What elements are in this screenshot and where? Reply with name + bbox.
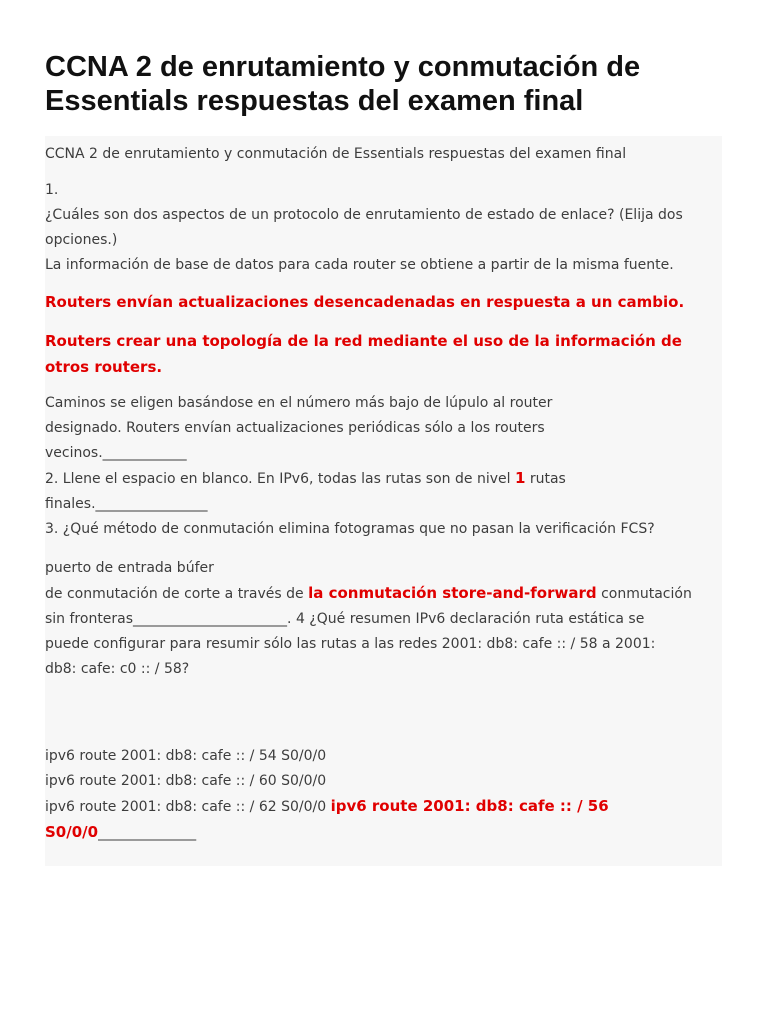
question-4-option-with-answer — [45, 794, 722, 820]
question-3-text: 3. ¿Qué método de conmutación elimina fotogramas que no pasan la verificación FCS? — [45, 521, 655, 537]
page-title: CCNA 2 de enrutamiento y conmutación de Essentials respuestas del examen final — [45, 51, 641, 117]
question-3-block — [45, 556, 722, 682]
document-content — [45, 136, 722, 866]
question-3-line-2-before: de conmutación de corte a través de — [45, 586, 309, 602]
question-2-block — [45, 466, 722, 542]
question-2-text-before: 2. Llene el espacio en blanco. En IPv6, todas las rutas son de nivel — [45, 471, 515, 487]
question-1-number: 1. — [45, 182, 59, 198]
question-1-block — [45, 178, 722, 278]
question-4-answer: ipv6 route 2001: db8: cafe :: / 56 — [330, 797, 609, 815]
question-1-answer-1: Routers envían actualizaciones desencadenadas en respuesta a un cambio. — [45, 293, 685, 311]
question-3-line-2-after: conmutación — [596, 586, 692, 602]
question-1-option: La información de base de datos para cada router se obtiene a partir de la misma fuente. — [45, 257, 674, 273]
question-4-text: db8: cafe: c0 :: / 58? — [45, 661, 190, 677]
question-2-text-after: rutas — [525, 471, 566, 487]
question-4-option-3: ipv6 route 2001: db8: cafe :: / 62 S0/0/0 — [45, 799, 331, 815]
question-4-text: puede configurar para resumir sólo las rutas a las redes 2001: db8: cafe :: / 58 a 2001: — [45, 636, 656, 652]
question-4-trailing-blank: ______________ — [98, 825, 197, 841]
question-2-line-2: finales.________________ — [45, 496, 208, 512]
question-3-options — [45, 581, 722, 607]
question-4-option: ipv6 route 2001: db8: cafe :: / 54 S0/0/0 — [45, 748, 327, 764]
question-1-option: vecinos.____________ — [45, 445, 187, 461]
question-1-option: Caminos se eligen basándose en el número más bajo de lúpulo al router — [45, 395, 553, 411]
question-3-line-3: sin fronteras______________________. 4 ¿Qué resumen IPv6 declaración ruta estática se — [45, 611, 645, 627]
question-1-answer-2: Routers crear una topología de la red mediante el uso de la información de otros routers. — [45, 332, 682, 376]
question-3-answer: la conmutación store-and-forward — [308, 584, 597, 602]
question-4-answer-line — [45, 820, 722, 846]
intro-text: CCNA 2 de enrutamiento y conmutación de Essentials respuestas del examen final — [45, 146, 627, 162]
question-1-other-options — [45, 391, 722, 466]
question-4-block — [45, 744, 722, 846]
question-4-option: ipv6 route 2001: db8: cafe :: / 60 S0/0/0 — [45, 773, 327, 789]
question-1-option: designado. Routers envían actualizaciones periódicas sólo a los routers — [45, 420, 545, 436]
question-3-option: puerto de entrada búfer — [45, 560, 214, 576]
question-2-answer: 1 — [514, 469, 526, 487]
question-1-text: ¿Cuáles son dos aspectos de un protocolo de enrutamiento de estado de enlace? (Elija dos opciones.) — [45, 207, 683, 248]
question-4-answer-interface: S0/0/0 — [45, 823, 99, 841]
question-2-text — [45, 466, 722, 492]
